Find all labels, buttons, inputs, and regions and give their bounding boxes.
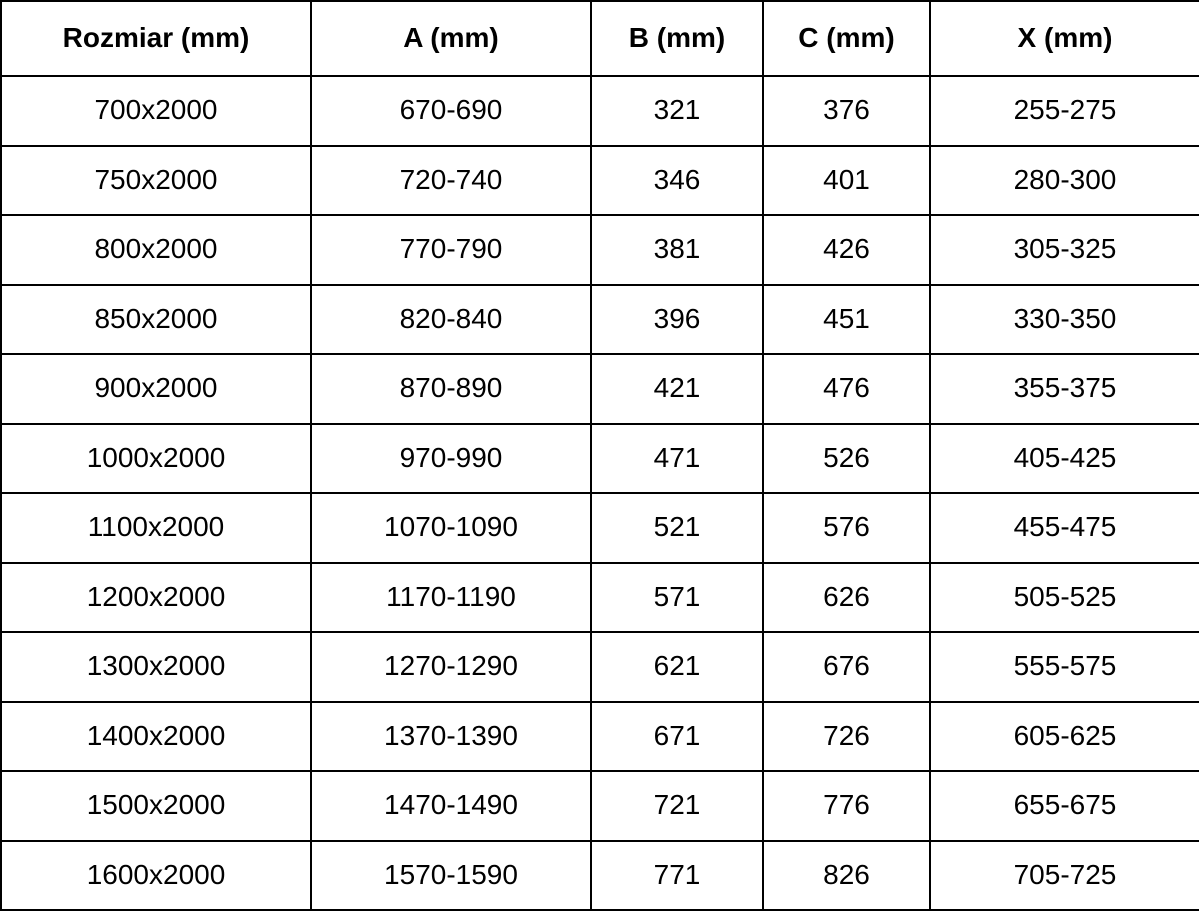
table-cell-x: 280-300: [930, 146, 1199, 216]
table-header: [1, 1, 1199, 76]
table-cell-x: 405-425: [930, 424, 1199, 494]
table-cell-a: 820-840: [311, 285, 591, 355]
column-header-b: B (mm): [591, 1, 763, 76]
table-cell-b: 381: [591, 215, 763, 285]
table-cell-rozmiar: 1000x2000: [1, 424, 311, 494]
table-row: [1, 632, 1199, 702]
table-cell-c: 376: [763, 76, 930, 146]
table-cell-b: 521: [591, 493, 763, 563]
table-cell-a: 1170-1190: [311, 563, 591, 633]
table-cell-x: 305-325: [930, 215, 1199, 285]
table-row: [1, 841, 1199, 911]
table-cell-a: 720-740: [311, 146, 591, 216]
table-cell-a: 1370-1390: [311, 702, 591, 772]
table-cell-a: 770-790: [311, 215, 591, 285]
table-cell-x: 705-725: [930, 841, 1199, 911]
table-cell-c: 726: [763, 702, 930, 772]
table-cell-a: 1470-1490: [311, 771, 591, 841]
table-cell-c: 626: [763, 563, 930, 633]
table-row: [1, 146, 1199, 216]
table-cell-c: 576: [763, 493, 930, 563]
table-cell-c: 451: [763, 285, 930, 355]
table-cell-b: 471: [591, 424, 763, 494]
header-row: [1, 1, 1199, 76]
table-cell-a: 970-990: [311, 424, 591, 494]
table-cell-x: 605-625: [930, 702, 1199, 772]
column-header-c: C (mm): [763, 1, 930, 76]
table-cell-b: 671: [591, 702, 763, 772]
table-cell-c: 676: [763, 632, 930, 702]
table-cell-a: 870-890: [311, 354, 591, 424]
table-cell-c: 426: [763, 215, 930, 285]
table-row: [1, 285, 1199, 355]
table-cell-a: 670-690: [311, 76, 591, 146]
table-cell-a: 1070-1090: [311, 493, 591, 563]
table-cell-x: 330-350: [930, 285, 1199, 355]
table-cell-c: 776: [763, 771, 930, 841]
table-row: [1, 771, 1199, 841]
table-cell-rozmiar: 850x2000: [1, 285, 311, 355]
table-cell-b: 321: [591, 76, 763, 146]
column-header-a: A (mm): [311, 1, 591, 76]
table-cell-c: 476: [763, 354, 930, 424]
table-cell-c: 401: [763, 146, 930, 216]
table-cell-x: 555-575: [930, 632, 1199, 702]
table-cell-b: 346: [591, 146, 763, 216]
table-cell-x: 255-275: [930, 76, 1199, 146]
table-cell-rozmiar: 1200x2000: [1, 563, 311, 633]
table-cell-rozmiar: 1500x2000: [1, 771, 311, 841]
table-row: [1, 702, 1199, 772]
table-row: [1, 424, 1199, 494]
column-header-x: X (mm): [930, 1, 1199, 76]
column-header-rozmiar: Rozmiar (mm): [1, 1, 311, 76]
table-row: [1, 493, 1199, 563]
table-cell-c: 826: [763, 841, 930, 911]
table-cell-x: 455-475: [930, 493, 1199, 563]
table-row: [1, 76, 1199, 146]
table-cell-rozmiar: 800x2000: [1, 215, 311, 285]
table-cell-a: 1570-1590: [311, 841, 591, 911]
table-cell-x: 655-675: [930, 771, 1199, 841]
table-cell-b: 621: [591, 632, 763, 702]
table-cell-rozmiar: 900x2000: [1, 354, 311, 424]
table-cell-b: 771: [591, 841, 763, 911]
table-cell-b: 721: [591, 771, 763, 841]
table-row: [1, 215, 1199, 285]
table-cell-rozmiar: 750x2000: [1, 146, 311, 216]
table-cell-a: 1270-1290: [311, 632, 591, 702]
table-cell-b: 421: [591, 354, 763, 424]
table-cell-b: 571: [591, 563, 763, 633]
table-cell-rozmiar: 1600x2000: [1, 841, 311, 911]
table-cell-x: 505-525: [930, 563, 1199, 633]
table-body: [1, 76, 1199, 910]
table-cell-b: 396: [591, 285, 763, 355]
table-cell-rozmiar: 700x2000: [1, 76, 311, 146]
table-cell-rozmiar: 1100x2000: [1, 493, 311, 563]
table-cell-rozmiar: 1400x2000: [1, 702, 311, 772]
table-cell-x: 355-375: [930, 354, 1199, 424]
table-row: [1, 563, 1199, 633]
table-cell-c: 526: [763, 424, 930, 494]
table-row: [1, 354, 1199, 424]
table-cell-rozmiar: 1300x2000: [1, 632, 311, 702]
